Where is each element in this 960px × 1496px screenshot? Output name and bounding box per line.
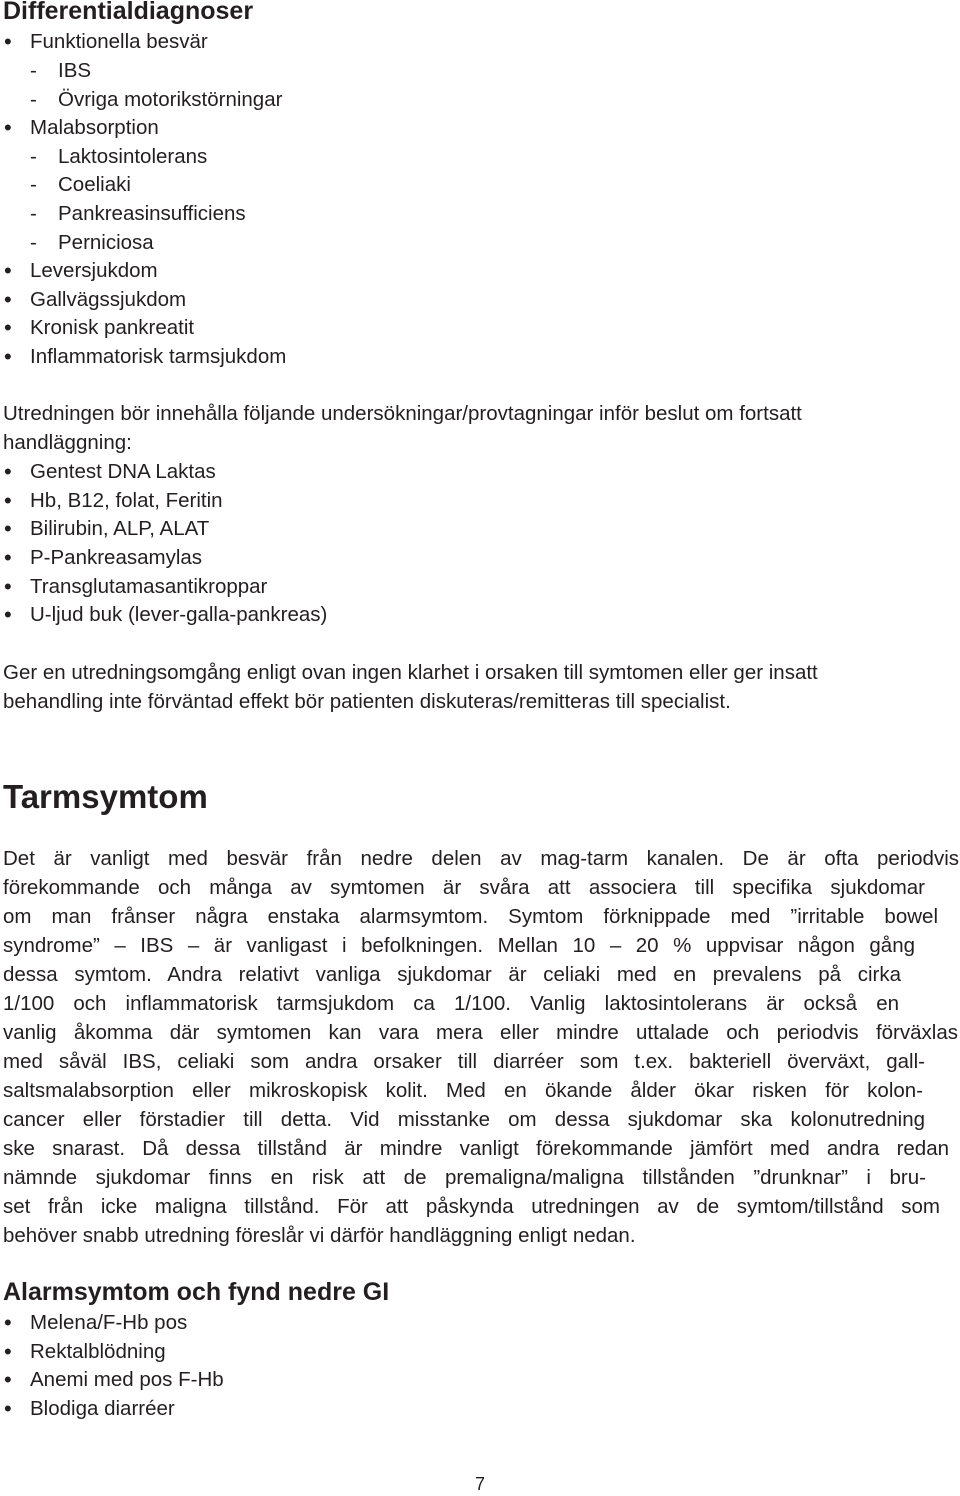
list-item: Inflammatorisk tarmsjukdom (30, 345, 287, 368)
list-item: Transglutamasantikroppar (30, 575, 268, 598)
list-item: Leversjukdom (30, 259, 158, 282)
list-item: Funktionella besvär (30, 30, 208, 53)
list-item: Gallvägssjukdom (30, 288, 187, 311)
list-item: Kronisk pankreatit (30, 316, 195, 339)
paragraph-line: dessa symtom. Andra relativt vanliga sjukdomar är celiaki med en prevalens på cirka (3, 963, 901, 986)
list-item: Gentest DNA Laktas (30, 460, 216, 483)
differential-heading: Differentialdiagnoser (3, 0, 254, 25)
list-item: U-ljud buk (lever-galla-pankreas) (30, 603, 328, 626)
bullet-icon: • (4, 545, 12, 570)
bullet-icon: • (4, 602, 12, 627)
paragraph-line: cancer eller förstadier till detta. Vid misstanke om dessa sjukdomar ska kolonutredning (3, 1108, 925, 1131)
paragraph-line: behöver snabb utredning föreslår vi därför handläggning enligt nedan. (3, 1224, 636, 1247)
list-item: Blodiga diarréer (30, 1397, 175, 1420)
list-item: P-Pankreasamylas (30, 546, 203, 569)
list-item: Malabsorption (30, 116, 159, 139)
paragraph-line: Det är vanligt med besvär från nedre delen av mag-tarm kanalen. De är ofta periodvis (3, 847, 959, 870)
list-item: Hb, B12, folat, Feritin (30, 489, 223, 512)
paragraph-line: nämnde sjukdomar finns en risk att de premaligna/maligna tillstånden ”drunknar” i bru- (3, 1166, 926, 1189)
bullet-icon: • (4, 115, 12, 140)
bullet-icon: • (4, 1339, 12, 1364)
paragraph-line: vanlig åkomma där symtomen kan vara mera eller mindre uttalade och periodvis förväxlas (3, 1021, 958, 1044)
followup-text: Ger en utredningsomgång enligt ovan ingen klarhet i orsaken till symtomen eller ger insatt (3, 661, 818, 684)
paragraph-line: med såväl IBS, celiaki som andra orsaker till diarréer som t.ex. bakteriell överväxt, gall- (3, 1050, 925, 1073)
dash-icon: - (30, 202, 37, 225)
list-item: Bilirubin, ALP, ALAT (30, 517, 210, 540)
list-item: Melena/F-Hb pos (30, 1311, 188, 1334)
dash-icon: - (30, 59, 37, 82)
tarmsymtom-paragraph (3, 844, 959, 1250)
paragraph-line: set från icke maligna tillstånd. För att påskynda utredningen av de symtom/tillstånd som (3, 1195, 940, 1218)
dash-icon: - (30, 173, 37, 196)
paragraph-line: om man frånser några enstaka alarmsymtom. Symtom förknippade med ”irritable bowel (3, 905, 938, 928)
paragraph-line: saltsmalabsorption eller mikroskopisk kolit. Med en ökande ålder ökar risken för kolon- (3, 1079, 923, 1102)
bullet-icon: • (4, 1367, 12, 1392)
sub-list-item: Perniciosa (58, 231, 154, 254)
investigation-intro: handläggning: (3, 431, 132, 454)
followup-text: behandling inte förväntad effekt bör patienten diskuteras/remitteras till specialist. (3, 690, 731, 713)
paragraph-line: ske snarast. Då dessa tillstånd är mindre vanligt förekommande jämfört med andra redan (3, 1137, 949, 1160)
bullet-icon: • (4, 29, 12, 54)
paragraph-line: syndrome” – IBS – är vanligast i befolkningen. Mellan 10 – 20 % uppvisar någon gång (3, 934, 915, 957)
alarm-heading: Alarmsymtom och fynd nedre GI (3, 1278, 390, 1306)
bullet-icon: • (4, 315, 12, 340)
sub-list-item: Övriga motorikstörningar (58, 88, 283, 111)
bullet-icon: • (4, 1310, 12, 1335)
sub-list-item: Coeliaki (58, 173, 131, 196)
sub-list-item: Pankreasinsufficiens (58, 202, 246, 225)
bullet-icon: • (4, 488, 12, 513)
dash-icon: - (30, 231, 37, 254)
list-item: Anemi med pos F-Hb (30, 1368, 224, 1391)
page-number: 7 (474, 1474, 485, 1494)
bullet-icon: • (4, 459, 12, 484)
bullet-icon: • (4, 1396, 12, 1421)
list-item: Rektalblödning (30, 1340, 166, 1363)
bullet-icon: • (4, 344, 12, 369)
investigation-intro: Utredningen bör innehålla följande undersökningar/provtagningar inför beslut om fortsatt (3, 402, 802, 425)
bullet-icon: • (4, 287, 12, 312)
tarmsymtom-heading: Tarmsymtom (3, 778, 208, 815)
dash-icon: - (30, 145, 37, 168)
paragraph-line: 1/100 och inflammatorisk tarmsjukdom ca 1/100. Vanlig laktosintolerans är också en (3, 992, 899, 1015)
sub-list-item: IBS (58, 59, 92, 82)
bullet-icon: • (4, 516, 12, 541)
bullet-icon: • (4, 574, 12, 599)
sub-list-item: Laktosintolerans (58, 145, 208, 168)
dash-icon: - (30, 88, 37, 111)
paragraph-line: förekommande och många av symtomen är svåra att associera till specifika sjukdomar (3, 876, 925, 899)
bullet-icon: • (4, 258, 12, 283)
